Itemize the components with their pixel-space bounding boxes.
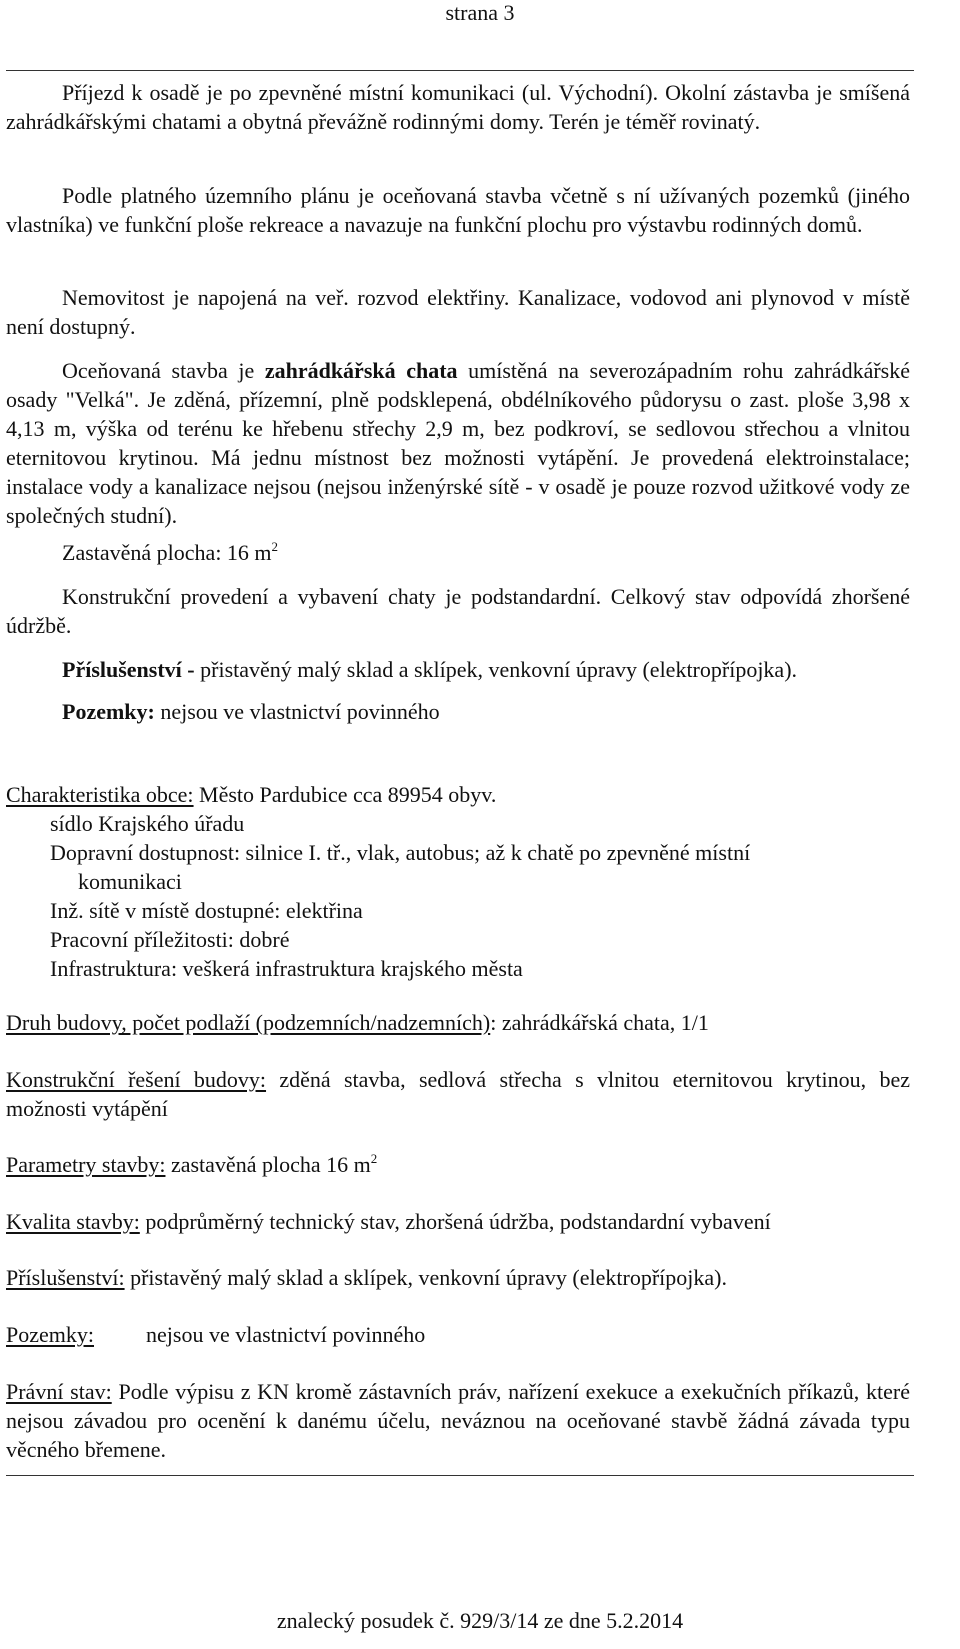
superscript: 2 [370,1151,378,1166]
built-area-line [6,538,910,567]
paragraph-zoning: Podle platného územního plánu je oceňovaná stavba včetně s ní užívaných pozemků (jiného vlastníka) ve funkční ploše rekreace a navazuje na funkční plochu pro výstavbu rodinných domů. [6,183,910,237]
list-item: Pracovní příležitosti: dobré [50,927,290,952]
municipality-section [6,780,910,983]
building-type-line [6,1008,910,1037]
list-item: sídlo Krajského úřadu [50,811,245,836]
building-accessories-value: přistavěný malý sklad a sklípek, venkovní úpravy (elektropřípojka). [124,1265,727,1290]
header-rule [6,70,914,71]
structure-label: Konstrukční řešení budovy: [6,1067,267,1092]
page-number: strana 3 [445,0,515,25]
parameters-line [6,1150,910,1179]
page-footer [0,1606,960,1635]
building-type-emphasis: zahrádkářská chata [264,358,458,383]
list-item: Infrastruktura: veškerá infrastruktura krajského města [50,956,523,981]
building-land-label: Pozemky: [6,1322,94,1347]
list-item: Dopravní dostupnost: silnice I. tř., vlak, autobus; až k chatě po zpevněné místní [50,840,751,865]
paragraph-access: Příjezd k osadě je po zpevněné místní komunikaci (ul. Východní). Okolní zástavba je smíšená zahrádkářskými chatami a obytná převážně rodinnými domy. Terén je téměř rovinatý. [6,80,910,134]
legal-status-line [6,1377,910,1464]
list-item-continuation: komunikaci [78,869,182,894]
quality-value: podprůměrný technický stav, zhoršená údržba, podstandardní vybavení [139,1209,771,1234]
land-text: nejsou ve vlastnictví povinného [154,699,440,724]
structure-value: zděná stavba, sedlová střecha s vlnitou eternitovou krytinou, bez možnosti vytápění [6,1067,910,1121]
paragraph-building-description [6,356,910,530]
building-land-line [6,1320,910,1349]
municipality-value: Město Pardubice cca 89954 obyv. [193,782,497,807]
parameters-label: Parametry stavby: [6,1152,166,1177]
accessories-label: Příslušenství - [62,657,195,682]
superscript: 2 [271,539,279,554]
building-type-value: : zahrádkářská chata, 1/1 [490,1010,709,1035]
built-area-text: Zastavěná plocha: 16 m [62,540,272,565]
accessories-text: přistavěný malý sklad a sklípek, venkovní úpravy (elektropřípojka). [194,657,798,682]
quality-line [6,1207,910,1236]
list-item: Inž. sítě v místě dostupné: elektřina [50,898,363,923]
page-header [0,0,960,27]
legal-status-value: Podle výpisu z KN kromě zástavních práv, nařízení exekuce a exekučních příkazů, které nejsou závadou pro ocenění k danému účelu, neváznou na oceňované stavbě žádná závada typu věcného břemene. [6,1379,910,1462]
land-line [6,697,910,726]
municipality-label: Charakteristika obce: [6,782,194,807]
text-segment: Oceňovaná stavba je [62,358,265,383]
accessories-line [6,655,910,684]
structure-line [6,1065,910,1123]
paragraph-utilities: Nemovitost je napojená na veř. rozvod elektřiny. Kanalizace, vodovod ani plynovod v místě není dostupný. [6,285,910,339]
building-accessories-line [6,1263,910,1292]
land-label: Pozemky: [62,699,155,724]
paragraph-condition: Konstrukční provedení a vybavení chaty je podstandardní. Celkový stav odpovídá zhoršené údržbě. [6,584,910,638]
text-segment: umístěná na severozápadním rohu zahrádkářské osady "Velká". Je zděná, přízemní, plně podsklepená, obdélníkového půdorysu o zast. ploše 3,98 x 4,13 m, výška od terénu ke hřebenu střechy 2,9 m, bez podkroví, se sedlovou střechou a vlnitou eternitovou krytinou. Má jednu místnost bez možnosti vytápění. Je provedená elektroinstalace; instalace vody a kanalizace nejsou (nejsou inženýrské sítě - v osadě je pouze rozvod užitkové vody ze společných studní). [6,358,910,528]
parameters-value: zastavěná plocha 16 m [165,1152,371,1177]
legal-status-label: Právní stav: [6,1379,112,1404]
municipality-heading [6,780,910,809]
quality-label: Kvalita stavby: [6,1209,140,1234]
footer-text: znalecký posudek č. 929/3/14 ze dne 5.2.2014 [276,1608,684,1633]
building-accessories-label: Příslušenství: [6,1265,125,1290]
building-type-label: Druh budovy, počet podlaží (podzemních/nadzemních) [6,1010,491,1035]
footer-rule [6,1475,914,1476]
building-land-value: nejsou ve vlastnictví povinného [146,1322,426,1347]
